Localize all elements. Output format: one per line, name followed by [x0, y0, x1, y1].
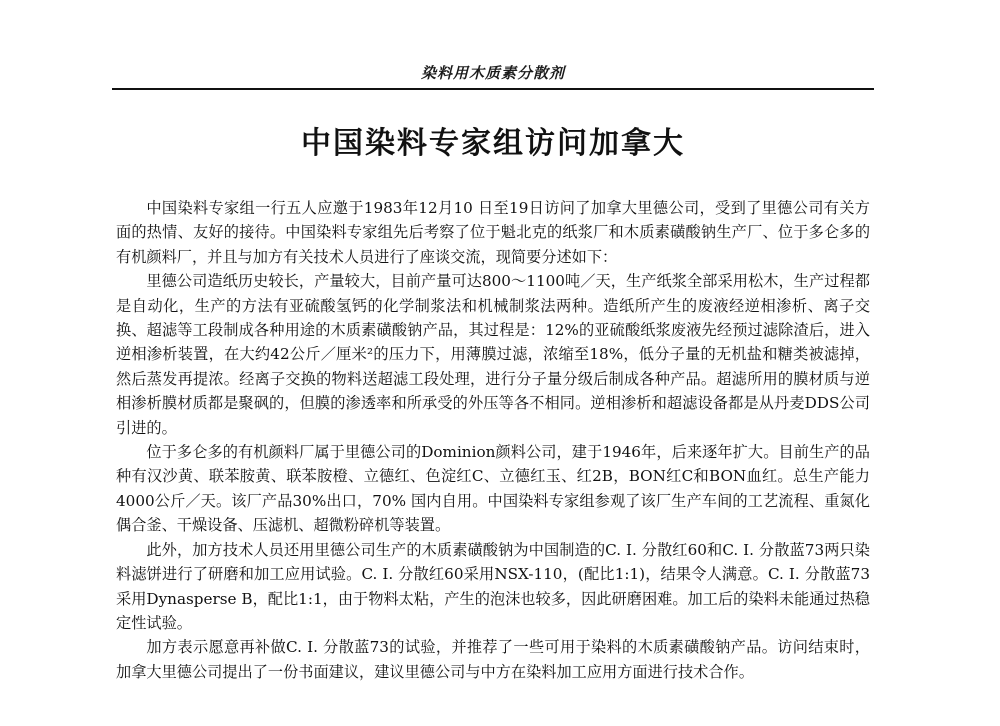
header-rule — [112, 88, 874, 90]
paragraph-5: 加方表示愿意再补做C. I. 分散蓝73的试验，并推荐了一些可用于染料的木质素磺酸钠产品。访问结束时，加拿大里德公司提出了一份书面建议，建议里德公司与中方在染料加工应用方面进行技术合作。 — [116, 638, 870, 681]
paragraph-1: 中国染料专家组一行五人应邀于1983年12月10 日至19日访问了加拿大里德公司，受到了里德公司有关方面的热情、友好的接待。中国染料专家组先后考察了位于魁北克的纸浆厂和木质素磺酸钠生产厂、位于多仑多的有机颜料厂，并且与加方有关技术人员进行了座谈交流，现简要分述如下： — [116, 199, 870, 266]
paragraph-2: 里德公司造纸历史较长，产量较大，目前产量可达800～1100吨／天，生产纸浆全部采用松木，生产过程都是自动化，生产的方法有亚硫酸氢钙的化学制浆法和机械制浆法两种。造纸所产生的废液经逆相渗析、离子交换、超滤等工段制成各种用途的木质素磺酸钠产品，其过程是：12%的亚硫酸纸浆废液先经预过滤除渣后，进入逆相渗析装置，在大约42公斤／厘米²的压力下，用薄膜过滤，浓缩至18%，低分子量的无机盐和糖类被滤掉，然后蒸发再提浓。经离子交换的物料送超滤工段处理，进行分子量分级后制成各种产品。超滤所用的膜材质与逆相渗析膜材质都是聚砜的，但膜的渗透率和所承受的外压等各不相同。逆相渗析和超滤设备都是从丹麦DDS公司引进的。 — [116, 272, 870, 437]
article-body — [116, 196, 870, 684]
paragraph-4: 此外，加方技术人员还用里德公司生产的木质素磺酸钠为中国制造的C. I. 分散红60和C. I. 分散蓝73两只染料滤饼进行了研磨和加工应用试验。C. I. 分散红60采用NSX-110，(配比1:1)，结果令人满意。C. I. 分散蓝73采用Dynasperse B，配比1:1，由于物料太粘，产生的泡沫也较多，因此研磨困难。加工后的染料未能通过热稳定性试验。 — [116, 540, 870, 632]
running-header: 染料用木质素分散剂 — [420, 64, 565, 82]
paragraph-3: 位于多仑多的有机颜料厂属于里德公司的Dominion颜料公司，建于1946年，后来逐年扩大。目前生产的品种有汉沙黄、联苯胺黄、联苯胺橙、立德红、色淀红C、立德红玉、红2B，BON红C和BON血红。总生产能力4000公斤／天。该厂产品30%出口，70% 国内自用。中国染料专家组参观了该厂生产车间的工艺流程、重氮化偶合釜、干燥设备、压滤机、超微粉碎机等装置。 — [116, 443, 870, 535]
article-title: 中国染料专家组访问加拿大 — [301, 126, 685, 161]
